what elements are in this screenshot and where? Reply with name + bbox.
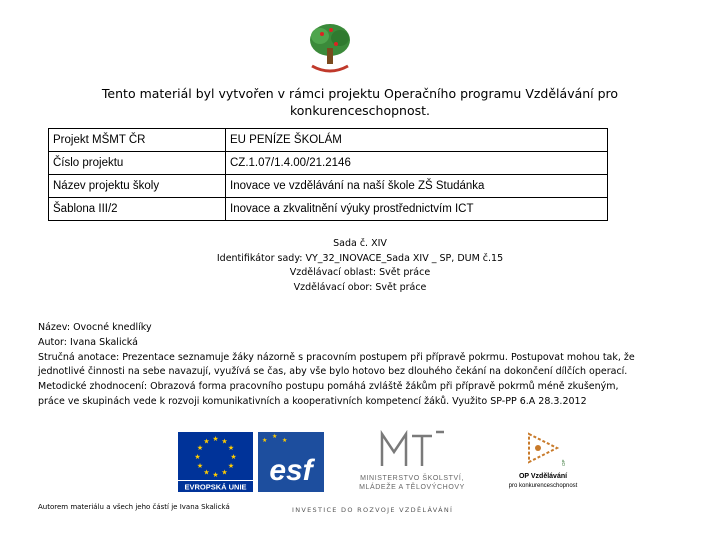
table-value: Inovace ve vzdělávání na naší škole ZŠ Studánka <box>226 175 608 198</box>
svg-text:★: ★ <box>282 437 288 444</box>
msmt-line-1: MINISTERSTVO ŠKOLSTVÍ, <box>360 475 464 482</box>
svg-text:★: ★ <box>227 444 235 452</box>
annotation-line: jednotlivé činnosti na sebe navazují, využívá se čas, aby vše bylo hotovo bez dlouhého čekání na dokončení dílčích operací. <box>38 366 628 378</box>
svg-text:★: ★ <box>221 468 228 477</box>
material-author: Autor: Ivana Skalická <box>38 336 138 348</box>
eu-flag-logo <box>178 432 253 492</box>
op-line-2: pro konkurenceschopnost <box>508 483 578 489</box>
esf-label: esf <box>269 454 313 487</box>
investment-slogan: INVESTICE DO ROZVOJE VZDĚLÁVÁNÍ <box>292 506 454 514</box>
svg-text:★: ★ <box>227 462 235 470</box>
school-logo <box>300 18 360 78</box>
table-row <box>49 152 608 175</box>
annotation-line: Stručná anotace: Prezentace seznamuje žáky názorně s pracovním postupem při přípravě pokrmu. Postupovat mohou tak, že <box>38 351 635 363</box>
svg-text:★: ★ <box>203 468 210 477</box>
eu-label: EVROPSKÁ UNIE <box>184 482 247 492</box>
material-title: Název: Ovocné knedlíky <box>38 322 152 333</box>
svg-text:★: ★ <box>194 453 201 461</box>
svg-text:★: ★ <box>196 462 204 470</box>
material-info <box>38 321 698 410</box>
table-value: Inovace a zkvalitnění výuky prostřednictvím ICT <box>226 198 608 221</box>
set-identifier: Identifikátor sady: VY_32_INOVACE_Sada XIV _ SP, DUM č.15 <box>216 252 504 264</box>
intro-line-2: konkurenceschopnost. <box>289 103 431 118</box>
methodology-line: práce ve skupinách vede k rozvoji komunikativních a kooperativních kompetencí žáků. Využito SP-PP 6.A 28.3.2012 <box>38 395 587 407</box>
msmt-logo <box>352 430 472 494</box>
methodology-line: Metodické zhodnocení: Obrazová forma pracovního postupu pomáhá zvláště žákům při přípravě pokrmů méně zkušeným, <box>38 381 619 393</box>
set-info <box>160 237 560 295</box>
table-value: CZ.1.07/1.4.00/21.2146 <box>226 152 608 175</box>
table-label: Projekt MŠMT ČR <box>49 129 226 152</box>
table-row <box>49 175 608 198</box>
svg-text:★: ★ <box>221 437 228 446</box>
table-label: Šablona III/2 <box>49 198 226 221</box>
intro-line-1: Tento materiál byl vytvořen v rámci projektu Operačního programu Vzdělávání pro <box>101 86 619 101</box>
msmt-line-2: MLÁDEŽE A TĚLOVÝCHOVY <box>359 484 465 491</box>
svg-text:★: ★ <box>230 453 237 461</box>
svg-text:OP: OP <box>561 459 566 466</box>
set-number: Sada č. XIV <box>333 238 387 249</box>
esf-logo <box>258 432 324 492</box>
svg-text:★: ★ <box>196 444 204 452</box>
table-value: EU PENÍZE ŠKOLÁM <box>226 129 608 152</box>
table-label: Číslo projektu <box>49 152 226 175</box>
project-table <box>48 128 608 221</box>
op-vzdelavani-logo <box>505 430 581 494</box>
intro-text <box>60 85 660 119</box>
author-footer: Autorem materiálu a všech jeho částí je Ivana Skalická <box>38 503 230 511</box>
svg-text:★: ★ <box>203 437 210 446</box>
svg-text:★: ★ <box>262 437 268 444</box>
education-area: Vzdělávací oblast: Svět práce <box>289 267 431 278</box>
table-row <box>49 198 608 221</box>
table-row <box>49 129 608 152</box>
svg-text:★: ★ <box>272 433 278 440</box>
svg-text:★: ★ <box>212 435 219 443</box>
op-line-1: OP Vzdělávání <box>518 473 568 480</box>
education-field: Vzdělávací obor: Svět práce <box>293 281 427 293</box>
svg-text:★: ★ <box>212 471 219 479</box>
table-label: Název projektu školy <box>49 175 226 198</box>
